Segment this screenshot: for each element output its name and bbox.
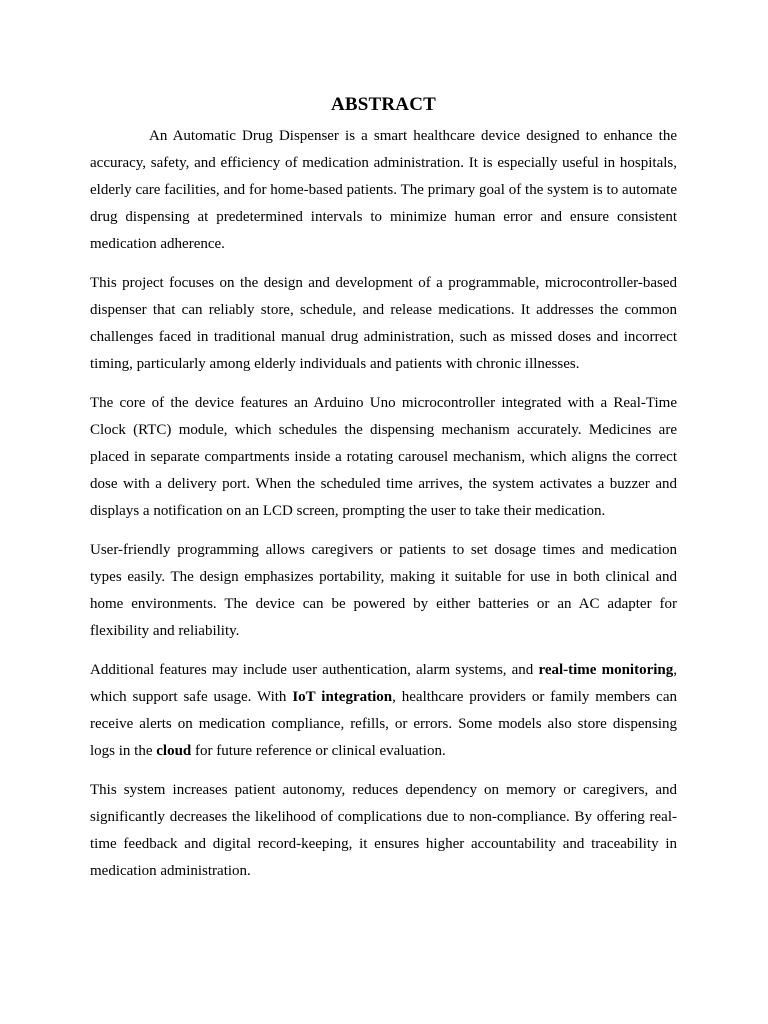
paragraph-text: User-friendly programming allows caregivers or patients to set dosage times and medication types easily. The design emphasizes portability, making it suitable for use in both clinical and home environments. The device can be powered by either batteries or an AC adapter for flexibility and reliability. (90, 542, 677, 639)
abstract-paragraph-1 (90, 123, 677, 258)
paragraph-text: for future reference or clinical evaluation. (191, 743, 446, 759)
paragraph-text: This system increases patient autonomy, reduces dependency on memory or caregivers, and significantly decreases the likelihood of complications due to non-compliance. By offering real-time feedback and digital record-keeping, it ensures higher accountability and traceability in medication administration. (90, 782, 677, 879)
abstract-paragraph-4 (90, 537, 677, 645)
document-body (90, 91, 677, 897)
paragraph-text: An Automatic Drug Dispenser is a smart healthcare device designed to enhance the accuracy, safety, and efficiency of medication administration. It is especially useful in hospitals, elderly care facilities, and for home-based patients. The primary goal of the system is to automate drug dispensing at predetermined intervals to minimize human error and ensure consistent medication adherence. (90, 128, 677, 252)
paragraph-text: The core of the device features an Arduino Uno microcontroller integrated with a Real-Time Clock (RTC) module, which schedules the dispensing mechanism accurately. Medicines are placed in separate compartments inside a rotating carousel mechanism, which aligns the correct dose with a delivery port. When the scheduled time arrives, the system activates a buzzer and displays a notification on an LCD screen, prompting the user to take their medication. (90, 395, 677, 519)
bold-term-cloud: cloud (156, 743, 192, 759)
abstract-paragraph-2 (90, 270, 677, 378)
paragraph-text: This project focuses on the design and development of a programmable, microcontroller-based dispenser that can reliably store, schedule, and release medications. It addresses the common challenges faced in traditional manual drug administration, such as missed doses and incorrect timing, particularly among elderly individuals and patients with chronic illnesses. (90, 275, 677, 372)
page-title: ABSTRACT (330, 94, 437, 115)
abstract-paragraph-6 (90, 777, 677, 885)
paragraph-text: , which support safe usage. With (90, 662, 677, 705)
paragraph-text: , healthcare providers or family members can receive alerts on medication compliance, refills, or errors. Some models also store dispensing logs in the (90, 689, 677, 759)
abstract-paragraph-5 (90, 657, 677, 765)
abstract-paragraph-3 (90, 390, 677, 525)
bold-term-real-time-monitoring: real-time monitoring (538, 662, 674, 678)
paragraph-text: Additional features may include user authentication, alarm systems, and (90, 662, 539, 678)
bold-term-iot-integration: IoT integration (292, 689, 393, 705)
